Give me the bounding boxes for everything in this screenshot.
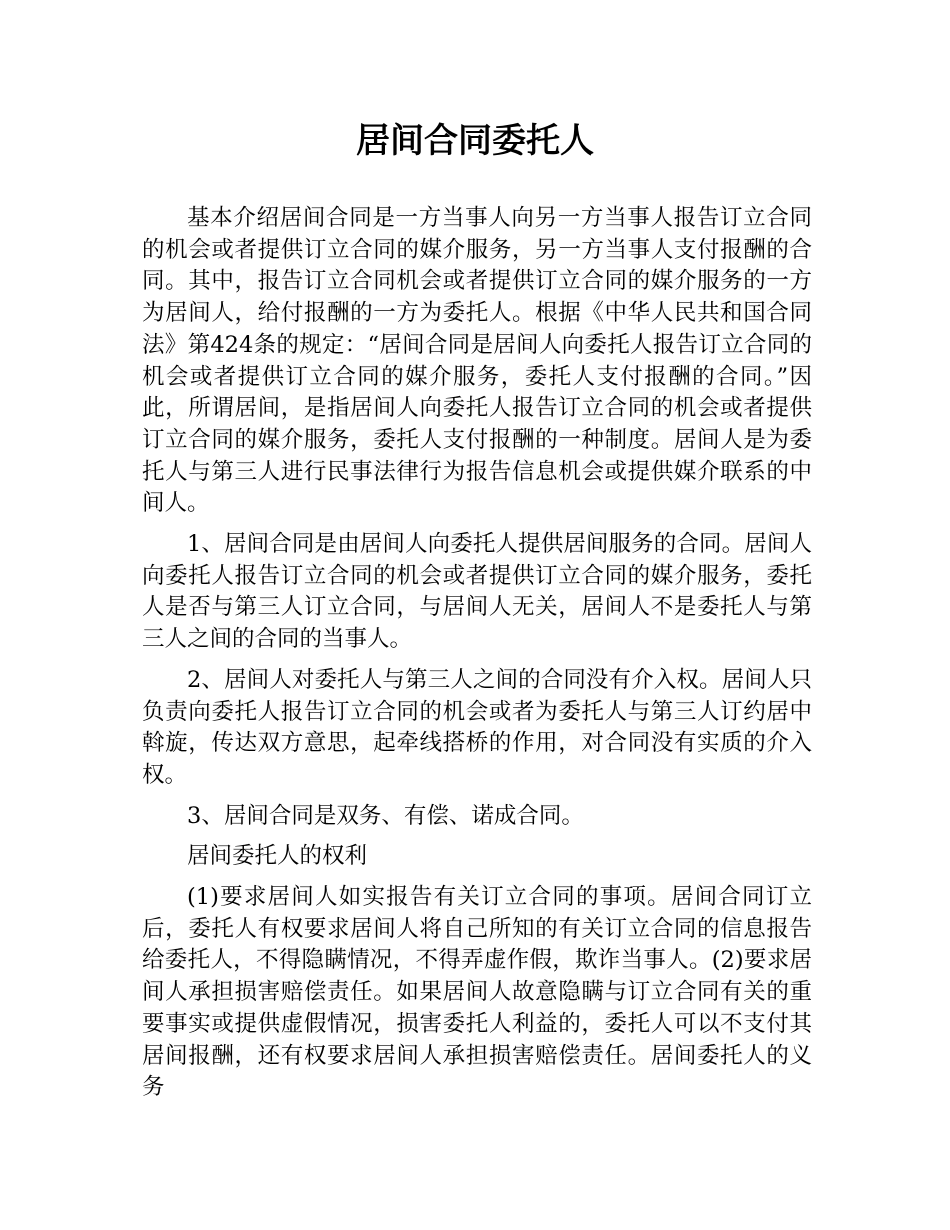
paragraph-point-2: 2、居间人对委托人与第三人之间的合同没有介入权。居间人只负责向委托人报告订立合同的机会或者为委托人与第三人订约居中斡旋，传达双方意思，起牵线搭桥的作用，对合同没有实质的介入权。 <box>142 666 812 788</box>
paragraph-point-1: 1、居间合同是由居间人向委托人提供居间服务的合同。居间人向委托人报告订立合同的机会或者提供订立合同的媒介服务，委托人是否与第三人订立合同，与居间人无关，居间人不是委托人与第三人之间的合同的当事人。 <box>142 531 812 653</box>
section-heading-rights: 居间委托人的权利 <box>187 843 368 870</box>
page-title: 居间合同委托人 <box>356 121 594 161</box>
paragraph-rights: (1)要求居间人如实报告有关订立合同的事项。居间合同订立后，委托人有权要求居间人将自己所知的有关订立合同的信息报告给委托人，不得隐瞒情况，不得弄虚作假，欺诈当事人。(2)要求居间人承担损害赔偿责任。如果居间人故意隐瞒与订立合同有关的重要事实或提供虚假情况，损害委托人利益的，委托人可以不支付其居间报酬，还有权要求居间人承担损害赔偿责任。居间委托人的义务 <box>142 884 812 1101</box>
paragraph-intro: 基本介绍居间合同是一方当事人向另一方当事人报告订立合同的机会或者提供订立合同的媒介服务，另一方当事人支付报酬的合同。其中，报告订立合同机会或者提供订立合同的媒介服务的一方为居间人，给付报酬的一方为委托人。根据《中华人民共和国合同法》第424条的规定：“居间合同是居间人向委托人报告订立合同的机会或者提供订立合同的媒介服务，委托人支付报酬的合同。”因此，所谓居间，是指居间人向委托人报告订立合同的机会或者提供订立合同的媒介服务，委托人支付报酬的一种制度。居间人是为委托人与第三人进行民事法律行为报告信息机会或提供媒介联系的中间人。 <box>142 205 812 517</box>
paragraph-point-3: 3、居间合同是双务、有偿、诺成合同。 <box>187 802 584 829</box>
document-body <box>142 203 812 1113</box>
